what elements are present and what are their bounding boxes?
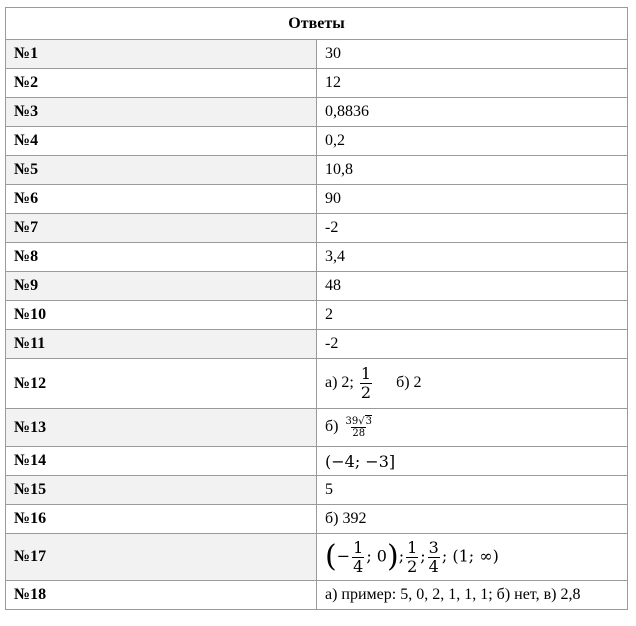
table-row [6,330,628,359]
task-number: №4 [6,127,317,156]
task-number: №14 [6,447,317,476]
task-answer: 30 [317,40,628,69]
task-number: №9 [6,272,317,301]
task-answer: 90 [317,185,628,214]
task-answer [317,534,628,581]
table-row [6,272,628,301]
task-answer: 2 [317,301,628,330]
task-number: №12 [6,359,317,409]
sqrt-icon: √ [358,416,365,427]
table-row [6,409,628,447]
task-answer: 12 [317,69,628,98]
task-answer: 5 [317,476,628,505]
task-number: №17 [6,534,317,581]
task-number: №3 [6,98,317,127]
fraction [360,365,372,401]
fraction-denominator: 4 [428,556,439,576]
table-row [6,243,628,272]
task-number: №10 [6,301,317,330]
answer-part-a: а) 2; [325,374,354,392]
table-row [6,447,628,476]
task-number: №5 [6,156,317,185]
fraction-numerator [344,416,372,427]
fraction [406,539,418,575]
fraction-numerator: 1 [353,537,364,557]
task-number: №1 [6,40,317,69]
table-row [6,40,628,69]
task-answer: 0,8836 [317,98,628,127]
table-row [6,505,628,534]
answer-part-b: б) 2 [396,374,422,392]
interval-tail: ; (1; ∞) [441,546,499,566]
answers-table [5,7,628,610]
open-paren: ( [325,539,337,574]
task-number: №6 [6,185,317,214]
table-row [6,127,628,156]
table-row [6,98,628,127]
task-answer [317,409,628,447]
table-row [6,581,628,610]
task-number: №18 [6,581,317,610]
sqrt-radicand: 3 [365,416,372,427]
task-number: №2 [6,69,317,98]
fraction-denominator: 28 [352,428,366,439]
task-number: №11 [6,330,317,359]
table-title: Ответы [6,8,628,40]
task-answer: -2 [317,214,628,243]
zero-value: 0 [376,546,387,566]
fraction-denominator: 2 [360,383,372,402]
close-paren: ) [386,539,399,574]
task-answer: (−4; −3] [317,447,628,476]
task-number: №8 [6,243,317,272]
table-row [6,214,628,243]
task-number: №15 [6,476,317,505]
task-answer: 48 [317,272,628,301]
fraction [344,416,372,439]
task-answer: а) пример: 5, 0, 2, 1, 1, 1; б) нет, в) 2,8 [317,581,628,610]
table-row [6,534,628,581]
task-number: №7 [6,214,317,243]
table-row [6,359,628,409]
table-row [6,156,628,185]
table-row [6,476,628,505]
task-answer: б) 392 [317,505,628,534]
numerator-coefficient: 39 [345,416,359,427]
task-answer: -2 [317,330,628,359]
separator: ; [366,546,372,566]
answer-prefix: б) [325,418,339,436]
table-row [6,301,628,330]
table-row [6,69,628,98]
task-number: №16 [6,505,317,534]
separator: ; [398,546,405,566]
task-answer: 0,2 [317,127,628,156]
separator: ; [420,546,426,566]
task-number: №13 [6,409,317,447]
task-answer: 3,4 [317,243,628,272]
task-answer: 10,8 [317,156,628,185]
fraction-numerator: 3 [428,537,439,557]
minus-sign: − [336,546,351,566]
fraction-denominator: 2 [407,556,418,576]
fraction [352,539,364,575]
fraction-denominator: 4 [353,556,364,576]
fraction-numerator: 1 [407,537,418,557]
fraction [428,539,440,575]
table-row [6,185,628,214]
table-header-row [6,8,628,40]
fraction-numerator: 1 [360,364,372,384]
task-answer [317,359,628,409]
